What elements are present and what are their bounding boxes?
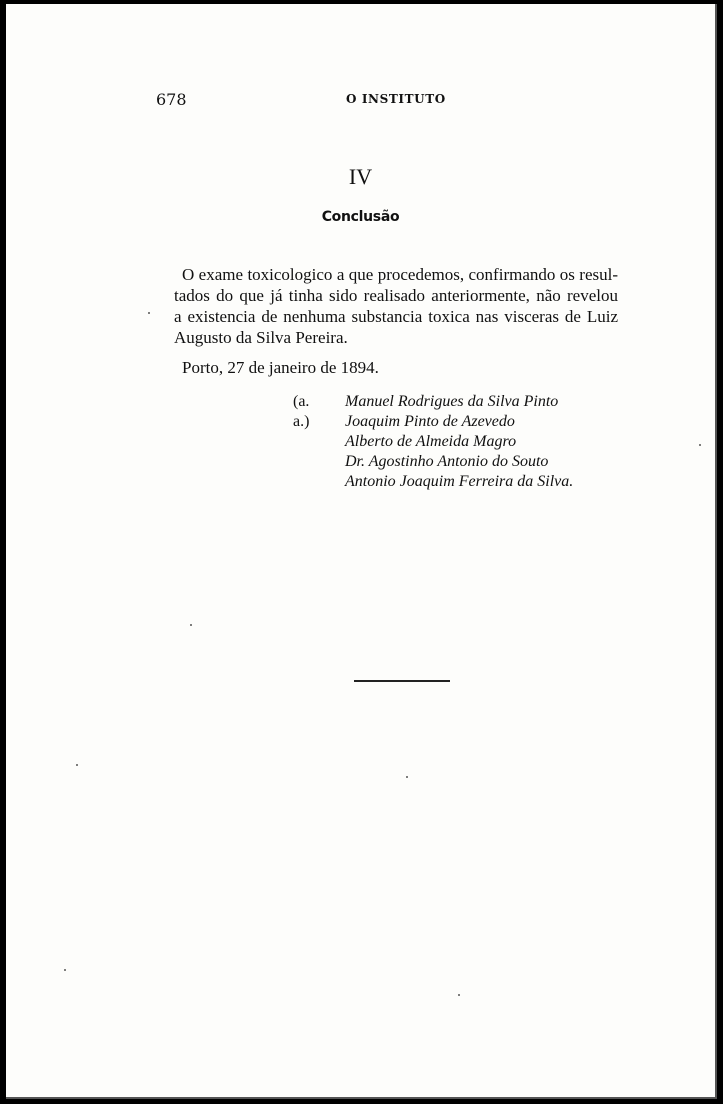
signer-name: Joaquim Pinto de Azevedo xyxy=(345,413,515,430)
scan-speck xyxy=(699,444,701,446)
paragraph-line: tados do que já tinha sido realisado anteriormente, não revelou xyxy=(174,286,618,305)
scan-speck xyxy=(406,776,408,778)
signer-name: Manuel Rodrigues da Silva Pinto xyxy=(345,393,559,410)
scan-speck xyxy=(190,624,192,626)
signer-name: Alberto de Almeida Magro xyxy=(345,433,517,450)
page-number: 678 xyxy=(156,90,187,109)
conclusion-paragraph xyxy=(174,264,618,348)
paragraph-line: Augusto da Silva Pereira. xyxy=(174,328,348,347)
signature-prefix: (a. a.) xyxy=(293,393,310,430)
section-title: Conclusão xyxy=(321,209,400,225)
signer-name: Antonio Joaquim Ferreira da Silva. xyxy=(345,473,574,490)
scan-speck xyxy=(64,969,66,971)
end-rule xyxy=(354,680,450,682)
paragraph-line: a existencia de nenhuma substancia toxica nas visceras de Luiz xyxy=(174,307,618,326)
document-page xyxy=(6,4,717,1099)
scan-speck xyxy=(76,764,78,766)
running-title: O INSTITUTO xyxy=(346,92,446,106)
dateline: Porto, 27 de janeiro de 1894. xyxy=(182,358,379,377)
scan-speck xyxy=(458,994,460,996)
scan-speck xyxy=(148,312,150,314)
section-number: IV xyxy=(348,164,373,189)
signer-list xyxy=(345,392,573,492)
paragraph-line: O exame toxicologico a que procedemos, confirmando os resul- xyxy=(182,265,618,284)
signer-name: Dr. Agostinho Antonio do Souto xyxy=(345,453,549,470)
